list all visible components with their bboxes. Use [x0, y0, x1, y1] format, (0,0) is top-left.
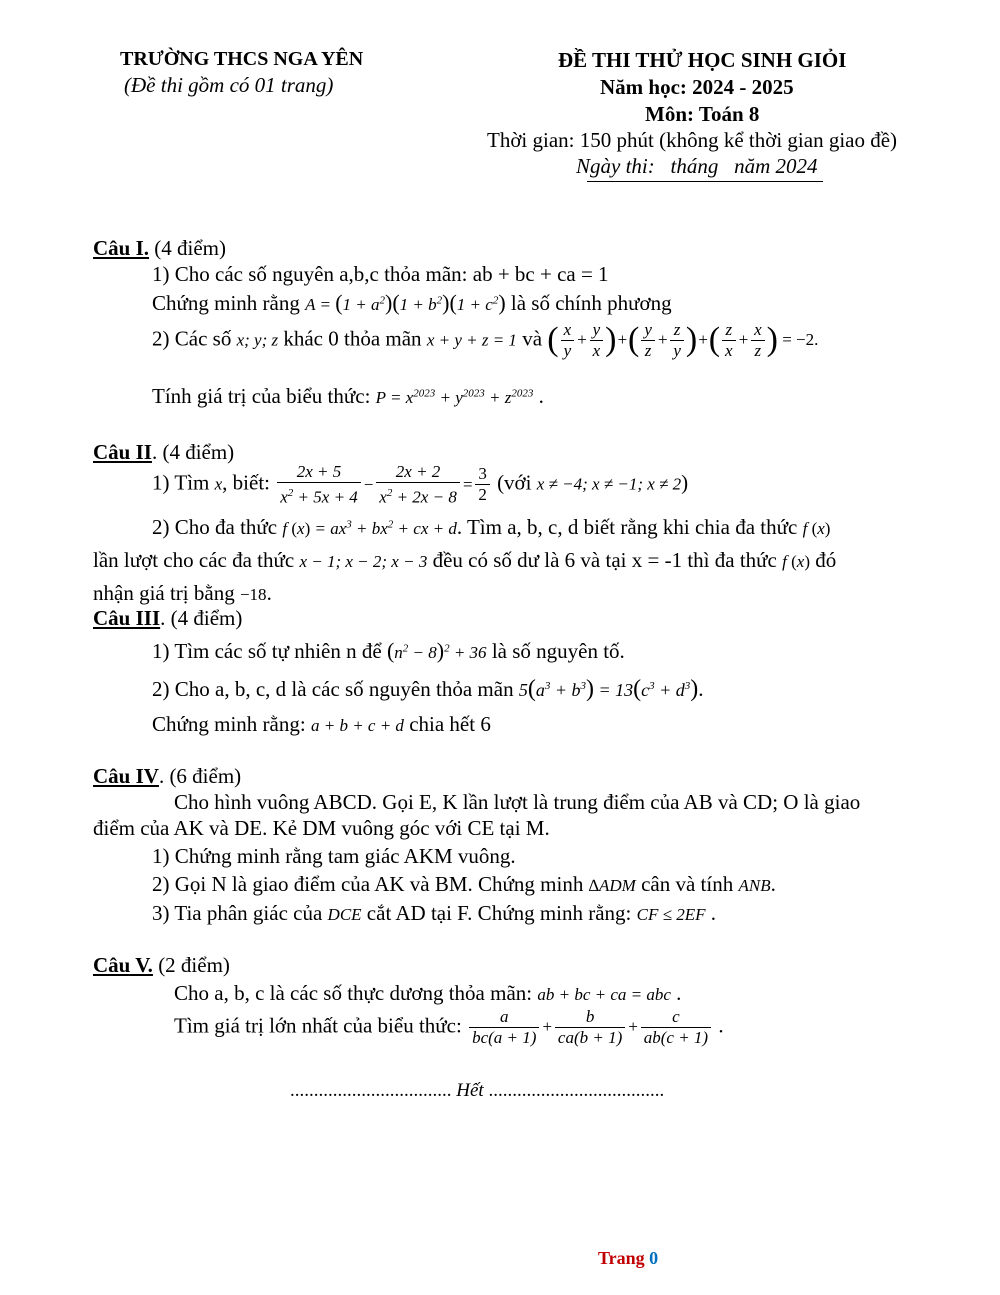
q2-fx-1: f (x): [802, 519, 831, 538]
q1-fraction-sum: ( $\frac{x}{y}$ + $\frac{y}{x}$ )+( $\frac{y}{z}$ + $\frac{z}{y}$ )+( $\frac{z}{x}$ + $\frac{x}{z}$ ) = −2.: [547, 320, 819, 360]
q2-p2-line2-pre: lần lượt cho các đa thức: [93, 548, 295, 572]
q2-equation: $\frac{2x + 5}{x^2 + 5x + 4}$ − $\frac{2x + 2}{x^2 + 2x - 8}$ = $\frac{3}{2}$: [275, 471, 497, 495]
end-right-dots: .....................................: [488, 1080, 665, 1101]
q1-p1-square: là số chính phương: [510, 291, 672, 315]
q2-p1-line: [152, 462, 688, 508]
q2-p2-line2: [93, 548, 836, 573]
q4-label: Câu IV: [93, 764, 159, 788]
q2-p2-mid: . Tìm a, b, c, d biết rằng khi chia đa thức: [456, 515, 798, 539]
q2-p1-mid: , biết:: [222, 470, 270, 495]
q4-p3-mid: cắt AD tại F. Chứng minh rằng:: [366, 901, 632, 925]
q5-line2: Tìm giá trị lớn nhất của biểu thức: $\frac{a}{bc(a + 1)}$ + $\frac{b}{ca(b + 1)}$ + $\frac{c}{ab(c + 1)}$ .: [174, 1007, 724, 1047]
q2-cond-post: ): [681, 470, 689, 495]
page-label: Trang: [598, 1248, 650, 1268]
q4-inequality: CF ≤ 2EF: [636, 905, 706, 924]
q1-formula-A: $A = (1 + a^2)(1 + b^2)(1 + c^2)$: [305, 290, 506, 315]
q5-expression: $\frac{a}{bc(a + 1)}$ + $\frac{b}{ca(b + 1)}$ + $\frac{c}{ab(c + 1)}$: [467, 1013, 718, 1037]
q4-intro-line2: điểm của AK và DE. Kẻ DM vuông góc với CE tại M.: [93, 816, 550, 840]
q3-points: . (4 điểm): [160, 606, 243, 630]
q2-p2-line3: nhận giá trị bằng −18.: [93, 581, 272, 605]
q1-sum-cond: x + y + z = 1: [426, 330, 517, 350]
q2-value: −18: [239, 585, 267, 604]
q1-p2-mid: khác 0 thỏa mãn: [283, 326, 422, 351]
q1-p2-line: [152, 320, 818, 361]
q2-fx-2: f (x): [782, 552, 810, 571]
q4-p1: 1) Chứng minh rằng tam giác AKM vuông.: [152, 844, 516, 868]
page-number-value: 0: [649, 1248, 659, 1268]
q1-p2-and: và: [522, 326, 543, 351]
q1-label: Câu I.: [93, 236, 150, 260]
page-number: [598, 1248, 658, 1269]
q2-poly: f $(x) = ax^3 + bx^2$ + cx + d: [282, 518, 457, 538]
exam-date: Ngày thi: tháng năm 2024: [576, 154, 818, 178]
q4-p2-pre: 2) Gọi N là giao điểm của AK và BM. Chứng minh: [152, 872, 584, 896]
q2-divisors: x − 1; x − 2; x − 3: [299, 552, 428, 571]
pages-note: (Đề thi gồm có 01 trang): [124, 73, 334, 97]
q2-p1-pre: 1) Tìm: [152, 470, 210, 495]
q3-p2-pre: 2) Cho a, b, c, d là các số nguyên thỏa mãn: [152, 677, 514, 701]
q4-p2-line: 2) Gọi N là giao điểm của AK và BM. Chứng minh ∆ADM cân và tính ANB.: [152, 872, 776, 896]
q4-p3-pre: 3) Tia phân giác của: [152, 901, 323, 925]
q2-cond: x ≠ −4; x ≠ −1; x ≠ 2: [536, 474, 682, 494]
q1-p1-line1: 1) Cho các số nguyên a,b,c thỏa mãn: ab + bc + ca = 1: [152, 262, 609, 286]
q3-p2-line2-pre: Chứng minh rằng:: [152, 712, 306, 736]
q1-heading: [93, 236, 226, 261]
q1-vars: x; y; z: [236, 330, 279, 350]
q1-p2-ask: Tính giá trị của biểu thức: $P = x^{2023} + y^{2023} + z^{2023}$ .: [152, 384, 544, 408]
q5-heading: [93, 953, 230, 978]
q2-p2-line2-mid: đều có số dư là 6 và tại x = -1 thì đa thức: [432, 548, 777, 572]
q4-heading: [93, 764, 241, 789]
q3-label: Câu III: [93, 606, 161, 630]
q3-sum: a + b + c + d: [310, 716, 404, 735]
q5-condition: ab + bc + ca = abc: [537, 985, 671, 1004]
q2-label: Câu II: [93, 440, 152, 464]
q4-intro-line1: Cho hình vuông ABCD. Gọi E, K lần lượt là trung điểm của AB và CD; O là giao: [174, 790, 861, 814]
q2-var-x: x: [214, 474, 223, 494]
q4-angle-DCE: DCE: [327, 905, 362, 924]
q4-points: . (6 điểm): [158, 764, 242, 788]
q1-p1-line2: [152, 290, 672, 316]
school-year: Năm học: 2024 - 2025: [600, 75, 794, 99]
q4-p2-mid: cân và tính: [641, 872, 734, 896]
exam-title: ĐỀ THI THỬ HỌC SINH GIỎI: [558, 48, 847, 72]
q3-p1-pre: 1) Tìm các số tự nhiên n để: [152, 639, 382, 663]
q5-label: Câu V.: [93, 953, 153, 977]
q2-cond-pre: (với: [497, 470, 532, 495]
q2-p2-line1: [152, 515, 830, 540]
q2-p2-line2-post: đó: [815, 548, 837, 572]
q3-eq: $5(a^3 + b^3) = 13(c^3 + d^3)$: [518, 676, 699, 702]
duration: Thời gian: 150 phút (không kể thời gian giao đề): [487, 128, 898, 152]
school-name: TRƯỜNG THCS NGA YÊN: [120, 48, 364, 70]
q4-angle-ANB: ANB: [738, 876, 771, 895]
q3-p1-post: là số nguyên tố.: [491, 639, 625, 663]
end-left-dots: ..................................: [290, 1080, 452, 1101]
q3-p2-line1: 2) Cho a, b, c, d là các số nguyên thỏa mãn $5(a^3 + b^3) = 13(c^3 + d^3)$.: [152, 676, 704, 702]
q2-p2-pre: 2) Cho đa thức: [152, 515, 278, 539]
end-word: Hết: [451, 1080, 489, 1101]
q1-p2-pre: 2) Các số: [152, 326, 232, 351]
q4-triangle-ADM: ∆ADM: [588, 876, 636, 895]
q3-p2-line2: [152, 712, 491, 737]
q5-line2-pre: Tìm giá trị lớn nhất của biểu thức:: [174, 1013, 462, 1038]
q2-p2-line3-text: nhận giá trị bằng: [93, 581, 235, 605]
q2-points: . (4 điểm): [151, 440, 235, 464]
q4-p3-line: 3) Tia phân giác của DCE cắt AD tại F. Chứng minh rằng: CF ≤ 2EF .: [152, 901, 716, 925]
q1-p2-ask-text: Tính giá trị của biểu thức:: [152, 384, 371, 408]
q3-expr: $(n^2 - 8)^2 + 36$: [386, 638, 487, 663]
date-underline: [587, 181, 823, 182]
q3-p2-line2-post: chia hết 6: [409, 712, 491, 736]
q3-heading: [93, 606, 242, 631]
subject: Môn: Toán 8: [645, 102, 760, 126]
q5-line1-pre: Cho a, b, c là các số thực dương thỏa mãn:: [174, 981, 533, 1005]
q3-p1-line: [152, 638, 625, 664]
q1-p1-prove: Chứng minh rằng: [152, 291, 300, 315]
q5-line1: Cho a, b, c là các số thực dương thỏa mãn: ab + bc + ca = abc .: [174, 981, 682, 1005]
q1-formula-P: $P = x^{2023} + y^{2023} + z^{2023}$: [375, 387, 534, 407]
q1-points: (4 điểm): [149, 236, 227, 260]
q5-points: (2 điểm): [152, 953, 230, 977]
end-mark: [290, 1080, 664, 1102]
